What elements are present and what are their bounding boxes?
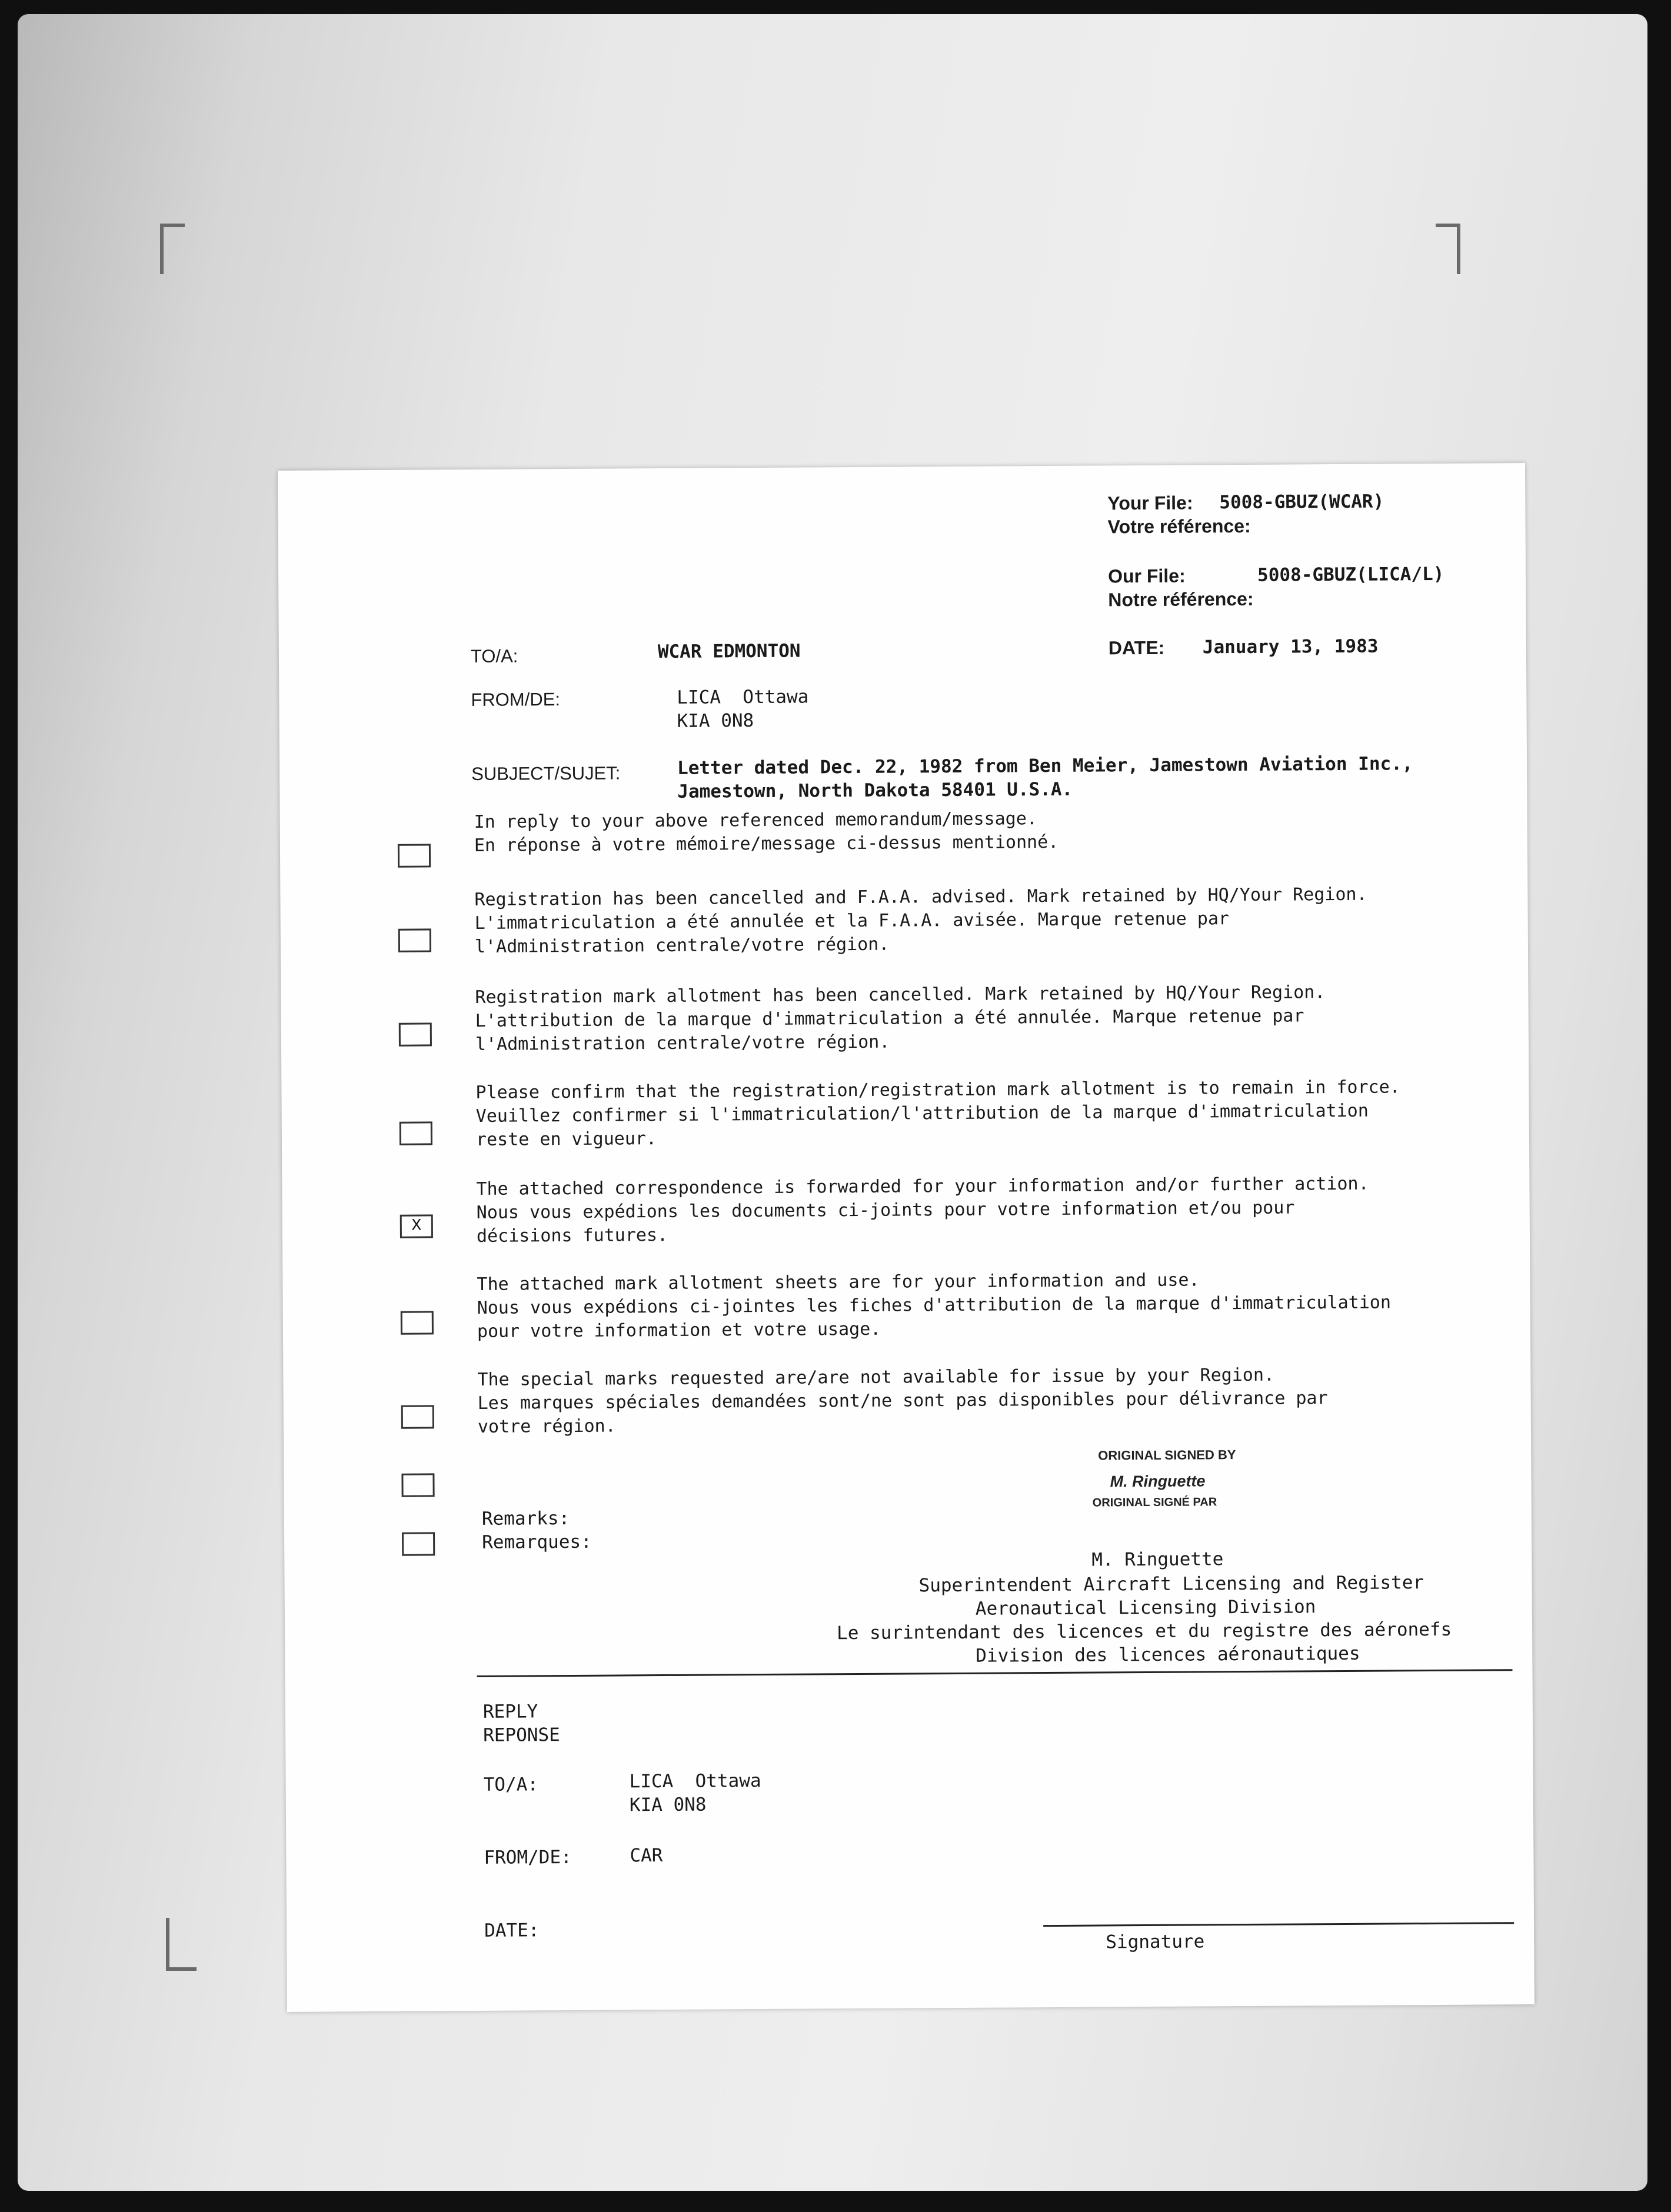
- subject-label: SUBJECT/SUJET:: [471, 762, 621, 784]
- to-value: WCAR EDMONTON: [657, 640, 801, 663]
- reply-from-value: CAR: [630, 1845, 663, 1867]
- subject-line-1: Letter dated Dec. 22, 1982 from Ben Meier, Jamestown Aviation Inc.,: [677, 753, 1413, 779]
- option-text-line: Veuillez confirmer si l'immatriculation/l'attribution de la marque d'immatriculation: [475, 1100, 1369, 1127]
- crop-mark-bottom-left: [166, 1918, 197, 1971]
- remarks-checkbox[interactable]: [402, 1532, 435, 1555]
- from-label: FROM/DE:: [471, 689, 561, 711]
- option-text-line: Nous vous expédions ci-jointes les fiches d'attribution de la marque d'immatriculation: [477, 1292, 1392, 1318]
- option-checkbox[interactable]: [398, 844, 431, 867]
- signature-stamp-line-1: ORIGINAL SIGNED BY: [1098, 1447, 1236, 1463]
- reply-to-label: TO/A:: [483, 1774, 539, 1795]
- memo-sheet: [278, 463, 1534, 2012]
- crop-mark-top-left: [160, 224, 185, 274]
- reponse-label: REPONSE: [483, 1724, 560, 1746]
- signatory-title-3: Le surintendant des licences et du registre des aéronefs: [836, 1618, 1452, 1644]
- signature-label: Signature: [1106, 1931, 1205, 1953]
- option-text-line: votre région.: [477, 1415, 616, 1437]
- option-text-line: En réponse à votre mémoire/message ci-dessus mentionné.: [474, 831, 1059, 856]
- your-file-label: Your File:: [1107, 492, 1193, 514]
- option-text-line: L'immatriculation a été annulée et la F.A.A. avisée. Marque retenue par: [474, 908, 1230, 934]
- option-text-line: décisions futures.: [476, 1224, 668, 1247]
- reply-from-label: FROM/DE:: [484, 1846, 572, 1868]
- signatory-title-4: Division des licences aéronautiques: [976, 1643, 1360, 1667]
- option-checkbox[interactable]: [400, 1121, 432, 1145]
- option-checkbox[interactable]: [401, 1311, 434, 1334]
- option-text-line: Registration mark allotment has been cancelled. Mark retained by HQ/Your Region.: [475, 982, 1326, 1008]
- signature-stamp-line-3: ORIGINAL SIGNÉ PAR: [1092, 1495, 1217, 1510]
- option-text-line: L'attribution de la marque d'immatriculation a été annulée. Marque retenue par: [475, 1005, 1304, 1031]
- our-file-value: 5008-GBUZ(LICA/L): [1257, 563, 1444, 586]
- option-checkbox[interactable]: [401, 1473, 434, 1497]
- option-checkbox[interactable]: [399, 1022, 432, 1046]
- signatory-title-1: Superintendent Aircraft Licensing and Register: [918, 1572, 1424, 1597]
- remarks-label: Remarks:: [481, 1508, 570, 1530]
- from-value-line-2: KIA 0N8: [677, 710, 754, 732]
- reply-label: REPLY: [482, 1701, 538, 1723]
- option-checkbox[interactable]: [398, 928, 431, 952]
- from-value-line-1: LICA Ottawa: [677, 686, 809, 708]
- option-text-line: reste en vigueur.: [475, 1128, 657, 1150]
- signatory-title-2: Aeronautical Licensing Division: [975, 1596, 1316, 1620]
- reply-separator: [477, 1669, 1513, 1677]
- option-text-line: Nous vous expédions les documents ci-joints pour votre information et/ou pour: [476, 1197, 1295, 1223]
- your-file-value: 5008-GBUZ(WCAR): [1219, 491, 1384, 514]
- date-label: DATE:: [1108, 637, 1165, 659]
- option-text-line: The attached mark allotment sheets are for your information and use.: [477, 1270, 1200, 1295]
- option-checkbox-checked[interactable]: X: [400, 1214, 433, 1238]
- option-text-line: In reply to your above referenced memorandum/message.: [474, 808, 1038, 832]
- option-text-line: l'Administration centrale/votre région.: [474, 934, 890, 957]
- remarques-label: Remarques:: [482, 1531, 592, 1553]
- option-text-line: Les marques spéciales demandées sont/ne sont pas disponibles pour délivrance par: [477, 1388, 1328, 1414]
- our-file-label: Our File:: [1108, 565, 1186, 587]
- signature-stamp-line-2: M. Ringuette: [1110, 1472, 1206, 1491]
- votre-reference-label: Votre référence:: [1107, 515, 1251, 538]
- signatory-name: M. Ringuette: [1091, 1548, 1224, 1571]
- signature-line: [1043, 1922, 1514, 1927]
- option-text-line: The special marks requested are/are not available for issue by your Region.: [477, 1364, 1275, 1390]
- option-text-line: l'Administration centrale/votre région.: [475, 1031, 890, 1055]
- to-label: TO/A:: [470, 645, 518, 667]
- option-checkbox[interactable]: [401, 1405, 434, 1428]
- reply-to-value-line-1: LICA Ottawa: [629, 1770, 761, 1793]
- option-text-line: pour votre information et votre usage.: [477, 1318, 881, 1342]
- reply-date-label: DATE:: [484, 1920, 540, 1941]
- option-text-line: Registration has been cancelled and F.A.A. advised. Mark retained by HQ/Your Region.: [474, 884, 1367, 910]
- notre-reference-label: Notre référence:: [1108, 588, 1254, 611]
- crop-mark-top-right: [1436, 224, 1460, 274]
- reply-to-value-line-2: KIA 0N8: [629, 1794, 707, 1816]
- subject-line-2: Jamestown, North Dakota 58401 U.S.A.: [677, 778, 1073, 802]
- option-text-line: The attached correspondence is forwarded for your information and/or further action.: [476, 1173, 1369, 1200]
- date-value: January 13, 1983: [1202, 635, 1379, 658]
- option-text-line: Please confirm that the registration/registration mark allotment is to remain in force.: [475, 1077, 1400, 1103]
